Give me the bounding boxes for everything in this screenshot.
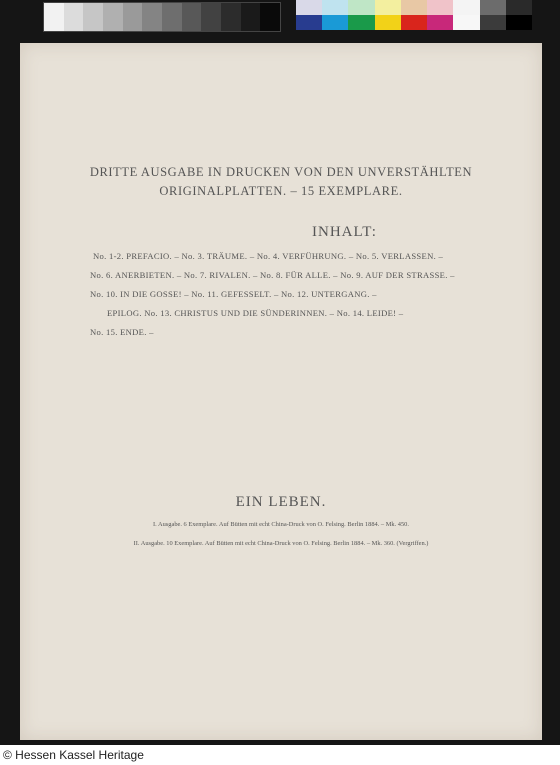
color-patch	[453, 0, 479, 15]
grayscale-patch	[123, 3, 143, 31]
grayscale-patch	[221, 3, 241, 31]
color-patch	[322, 15, 348, 30]
color-patch	[348, 0, 374, 15]
edition-heading-line: DRITTE AUSGABE IN DRUCKEN VON DEN UNVERSTÄHLTEN	[89, 165, 473, 179]
color-patch	[322, 0, 348, 15]
color-patch	[375, 15, 401, 30]
document-page	[20, 43, 542, 740]
color-patch	[296, 0, 322, 15]
color-calibration-chart	[296, 0, 532, 30]
color-patch	[348, 15, 374, 30]
contents-line: No. 15. ENDE. –	[90, 327, 154, 337]
color-patch	[427, 15, 453, 30]
grayscale-patch	[241, 3, 261, 31]
color-patch	[506, 15, 532, 30]
edition-heading	[20, 163, 542, 201]
grayscale-patch	[162, 3, 182, 31]
grayscale-patch	[64, 3, 84, 31]
color-patch	[375, 0, 401, 15]
contents-line: No. 6. ANERBIETEN. – No. 7. RIVALEN. – No. 8. FÜR ALLE. – No. 9. AUF DER STRASSE. –	[90, 270, 455, 280]
color-patch	[480, 0, 506, 15]
section-title-ein-leben: EIN LEBEN.	[235, 494, 327, 510]
grayscale-patch	[142, 3, 162, 31]
contents-title: INHALT:	[312, 224, 377, 240]
color-patch	[480, 15, 506, 30]
contents-line: No. 10. IN DIE GOSSE! – No. 11. GEFESSELT. – No. 12. UNTERGANG. –	[90, 289, 377, 299]
grayscale-patch	[182, 3, 202, 31]
color-patch	[453, 15, 479, 30]
copyright-credit: © Hessen Kassel Heritage	[0, 745, 560, 765]
grayscale-patch	[201, 3, 221, 31]
edition-heading-line: ORIGINALPLATTEN. – 15 EXEMPLARE.	[159, 184, 403, 198]
color-patch	[401, 0, 427, 15]
color-patch	[427, 0, 453, 15]
edition-line: II. Ausgabe. 10 Exemplare. Auf Bütten mit echt China-Druck von O. Felsing. Berlin 1884. – Mk. 360. (Vergriffen.)	[133, 540, 429, 547]
contents-line: No. 1-2. PREFACIO. – No. 3. TRÄUME. – No. 4. VERFÜHRUNG. – No. 5. VERLASSEN. –	[93, 251, 444, 261]
contents-line: EPILOG. No. 13. CHRISTUS UND DIE SÜNDERINNEN. – No. 14. LEIDE! –	[107, 308, 404, 318]
color-patch	[401, 15, 427, 30]
grayscale-patch	[260, 3, 280, 31]
grayscale-patch	[83, 3, 103, 31]
edition-line: I. Ausgabe. 6 Exemplare. Auf Bütten mit echt China-Druck von O. Felsing. Berlin 1884. – Mk. 450.	[153, 521, 409, 528]
grayscale-patch	[103, 3, 123, 31]
grayscale-patch	[44, 3, 64, 31]
color-patch	[506, 0, 532, 15]
grayscale-calibration-strip	[43, 2, 281, 32]
color-patch	[296, 15, 322, 30]
